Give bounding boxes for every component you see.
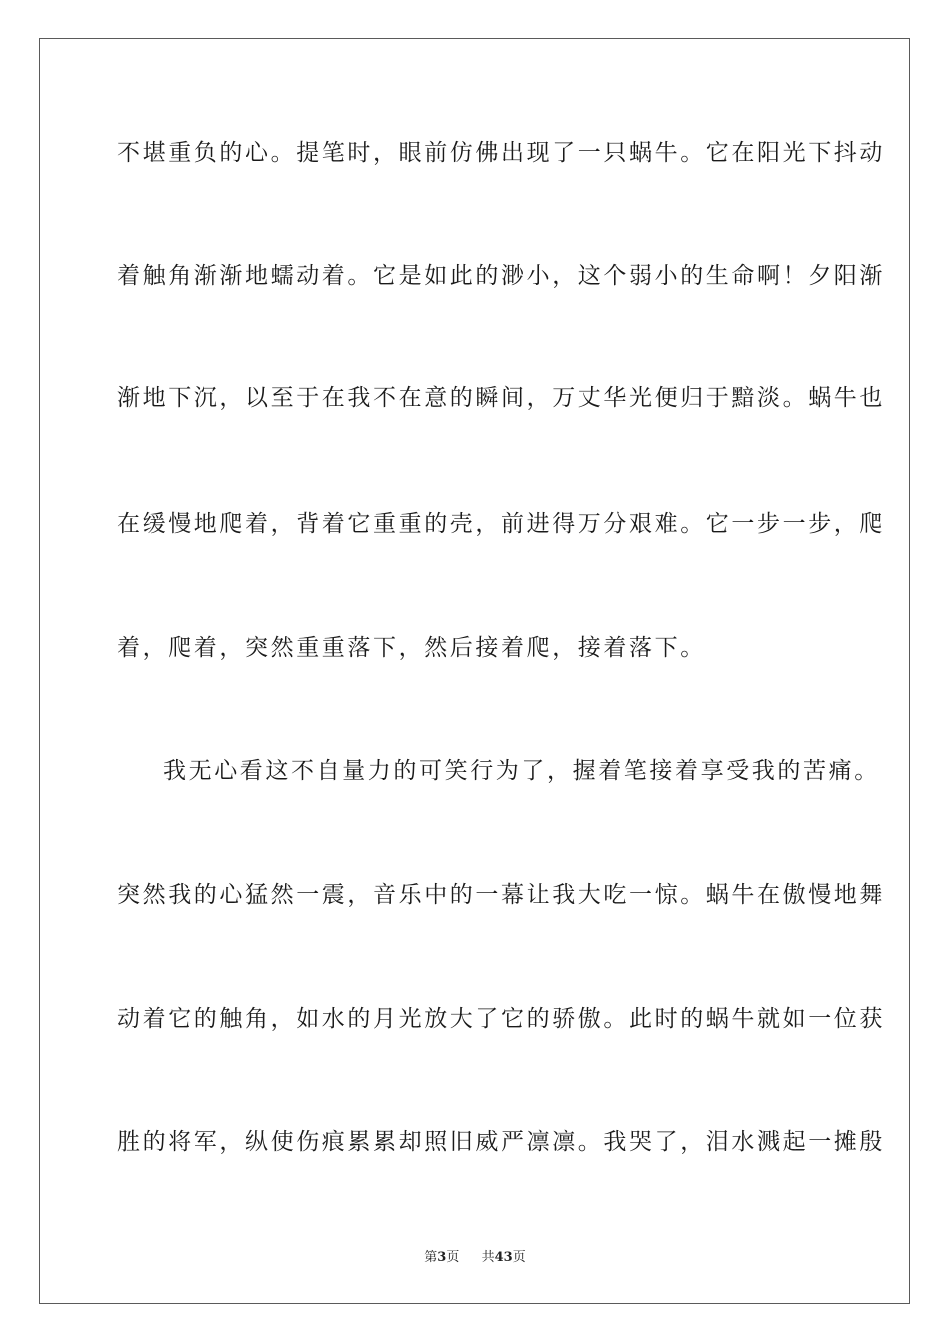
page-footer <box>0 1250 950 1266</box>
text-line: 胜的将军，纵使伤痕累累却照旧威严凛凛。我哭了，泪水溅起一摊殷 <box>117 1129 885 1155</box>
text-line-paragraph-start: 我无心看这不自量力的可笑行为了，握着笔接着享受我的苦痛。 <box>163 758 880 784</box>
text-line: 在缓慢地爬着，背着它重重的壳，前进得万分艰难。它一步一步，爬 <box>117 511 885 537</box>
text-line: 不堪重负的心。提笔时，眼前仿佛出现了一只蜗牛。它在阳光下抖动 <box>117 140 885 166</box>
text-line: 动着它的触角，如水的月光放大了它的骄傲。此时的蜗牛就如一位获 <box>117 1006 885 1032</box>
text-line: 着，爬着，突然重重落下，然后接着爬，接着落下。 <box>117 635 706 661</box>
page-frame <box>39 38 910 1304</box>
page-number: 3 <box>437 1250 447 1265</box>
text-line: 着触角渐渐地蠕动着。它是如此的渺小，这个弱小的生命啊！夕阳渐 <box>117 263 885 289</box>
page-indicator: 第3页 <box>424 1250 460 1265</box>
total-pages-indicator: 共43页 <box>481 1250 526 1265</box>
total-pages: 43 <box>494 1250 513 1265</box>
text-line: 渐地下沉，以至于在我不在意的瞬间，万丈华光便归于黯淡。蜗牛也 <box>117 385 885 411</box>
text-line: 突然我的心猛然一震，音乐中的一幕让我大吃一惊。蜗牛在傲慢地舞 <box>117 882 885 908</box>
